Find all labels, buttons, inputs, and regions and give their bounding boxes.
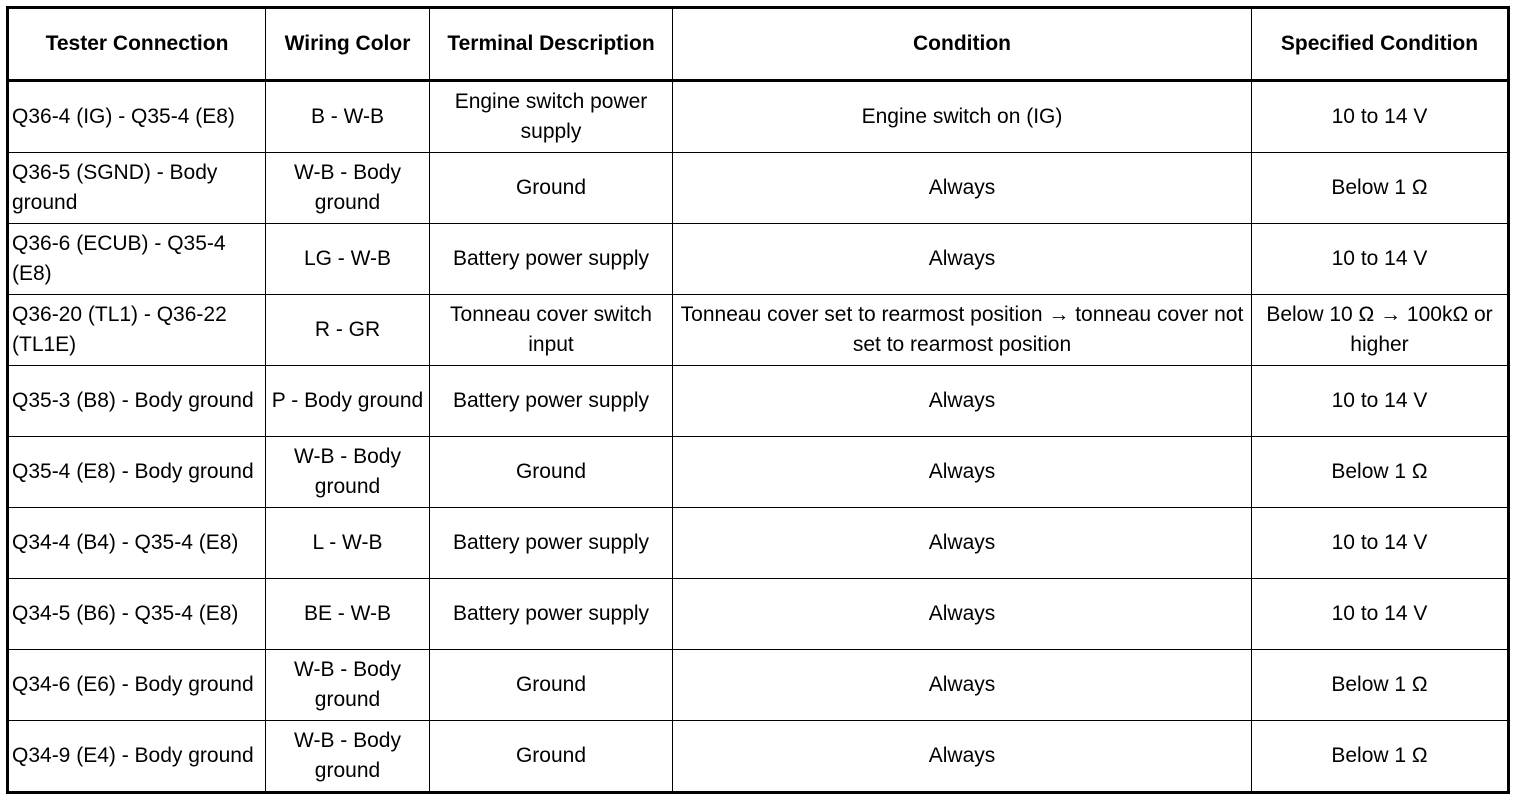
cell-wiring-color: W-B - Body ground [266,721,430,793]
cell-wiring-color: B - W-B [266,81,430,153]
cell-condition: Always [673,721,1252,793]
cell-specified-condition: 10 to 14 V [1252,81,1509,153]
cell-wiring-color: W-B - Body ground [266,650,430,721]
cell-terminal-description: Engine switch power supply [430,81,673,153]
cell-tester-connection: Q34-5 (B6) - Q35-4 (E8) [8,579,266,650]
cell-terminal-description: Battery power supply [430,366,673,437]
cell-specified-condition: 10 to 14 V [1252,508,1509,579]
cell-wiring-color: P - Body ground [266,366,430,437]
table-row [8,508,1509,579]
cell-terminal-description: Battery power supply [430,579,673,650]
cell-tester-connection: Q35-4 (E8) - Body ground [8,437,266,508]
cell-specified-condition: Below 10 Ω → 100kΩ or higher [1252,295,1509,366]
cell-terminal-description: Ground [430,437,673,508]
cell-terminal-description: Ground [430,721,673,793]
cell-condition: Always [673,224,1252,295]
cell-wiring-color: W-B - Body ground [266,437,430,508]
cell-condition: Always [673,579,1252,650]
cell-wiring-color: L - W-B [266,508,430,579]
table-row [8,81,1509,153]
cell-wiring-color: W-B - Body ground [266,153,430,224]
table-row [8,295,1509,366]
cell-tester-connection: Q36-4 (IG) - Q35-4 (E8) [8,81,266,153]
cell-specified-condition: Below 1 Ω [1252,153,1509,224]
table-row [8,721,1509,793]
cell-terminal-description: Ground [430,650,673,721]
header-condition: Condition [673,8,1252,81]
table-row [8,579,1509,650]
table-row [8,224,1509,295]
cell-condition: Tonneau cover set to rearmost position → tonneau cover not set to rearmost position [673,295,1252,366]
cell-wiring-color: BE - W-B [266,579,430,650]
cell-specified-condition: Below 1 Ω [1252,721,1509,793]
cell-tester-connection: Q34-6 (E6) - Body ground [8,650,266,721]
cell-tester-connection: Q36-20 (TL1) - Q36-22 (TL1E) [8,295,266,366]
cell-specified-condition: 10 to 14 V [1252,224,1509,295]
cell-condition: Always [673,437,1252,508]
table-row [8,366,1509,437]
header-specified-condition: Specified Condition [1252,8,1509,81]
header-wiring-color: Wiring Color [266,8,430,81]
header-terminal-description: Terminal Description [430,8,673,81]
cell-condition: Always [673,508,1252,579]
cell-wiring-color: R - GR [266,295,430,366]
cell-specified-condition: 10 to 14 V [1252,579,1509,650]
table-row [8,650,1509,721]
cell-tester-connection: Q36-5 (SGND) - Body ground [8,153,266,224]
header-row [8,8,1509,81]
table-row [8,437,1509,508]
cell-specified-condition: Below 1 Ω [1252,437,1509,508]
cell-specified-condition: 10 to 14 V [1252,366,1509,437]
cell-wiring-color: LG - W-B [266,224,430,295]
cell-specified-condition: Below 1 Ω [1252,650,1509,721]
cell-terminal-description: Tonneau cover switch input [430,295,673,366]
cell-tester-connection: Q34-4 (B4) - Q35-4 (E8) [8,508,266,579]
cell-condition: Always [673,153,1252,224]
table-row [8,153,1509,224]
terminal-spec-table [6,6,1510,794]
cell-condition: Engine switch on (IG) [673,81,1252,153]
cell-tester-connection: Q34-9 (E4) - Body ground [8,721,266,793]
cell-condition: Always [673,366,1252,437]
cell-terminal-description: Ground [430,153,673,224]
cell-tester-connection: Q36-6 (ECUB) - Q35-4 (E8) [8,224,266,295]
header-tester-connection: Tester Connection [8,8,266,81]
cell-tester-connection: Q35-3 (B8) - Body ground [8,366,266,437]
cell-condition: Always [673,650,1252,721]
cell-terminal-description: Battery power supply [430,508,673,579]
cell-terminal-description: Battery power supply [430,224,673,295]
